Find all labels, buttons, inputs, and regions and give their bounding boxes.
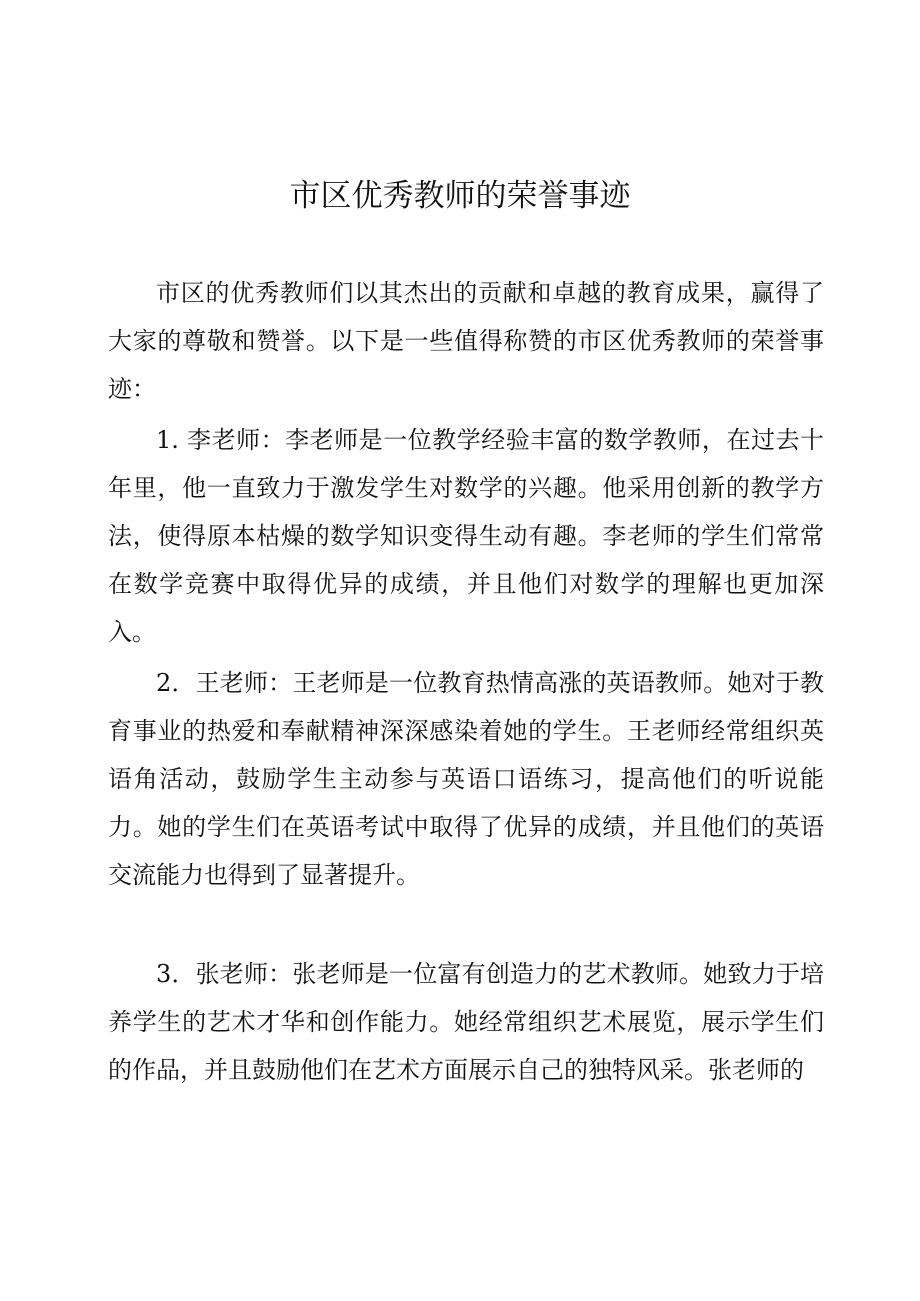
intro-paragraph: 市区的优秀教师们以其杰出的贡献和卓越的教育成果，赢得了大家的尊敬和赞誉。以下是一些值得称赞的市区优秀教师的荣誉事迹： (108, 279, 824, 403)
document-title: 市区优秀教师的荣誉事迹 (289, 178, 631, 214)
list-item: 1. 李老师：李老师是一位教学经验丰富的数学教师，在过去十年里，他一直致力于激发学生对数学的兴趣。他采用创新的教学方法，使得原本枯燥的数学知识变得生动有趣。李老师的学生们常常在数学竞赛中取得优异的成绩，并且他们对数学的理解也更加深入。 (108, 426, 824, 646)
list-item: 3．张老师：张老师是一位富有创造力的艺术教师。她致力于培养学生的艺术才华和创作能力。她经常组织艺术展览，展示学生们的作品，并且鼓励他们在艺术方面展示自己的独特风采。张老师的 (108, 960, 824, 1084)
list-item: 2．王老师：王老师是一位教育热情高涨的英语教师。她对于教育事业的热爱和奉献精神深深感染着她的学生。王老师经常组织英语角活动，鼓励学生主动参与英语口语练习，提高他们的听说能力。她的学生们在英语考试中取得了优异的成绩，并且他们的英语交流能力也得到了显著提升。 (108, 669, 824, 889)
